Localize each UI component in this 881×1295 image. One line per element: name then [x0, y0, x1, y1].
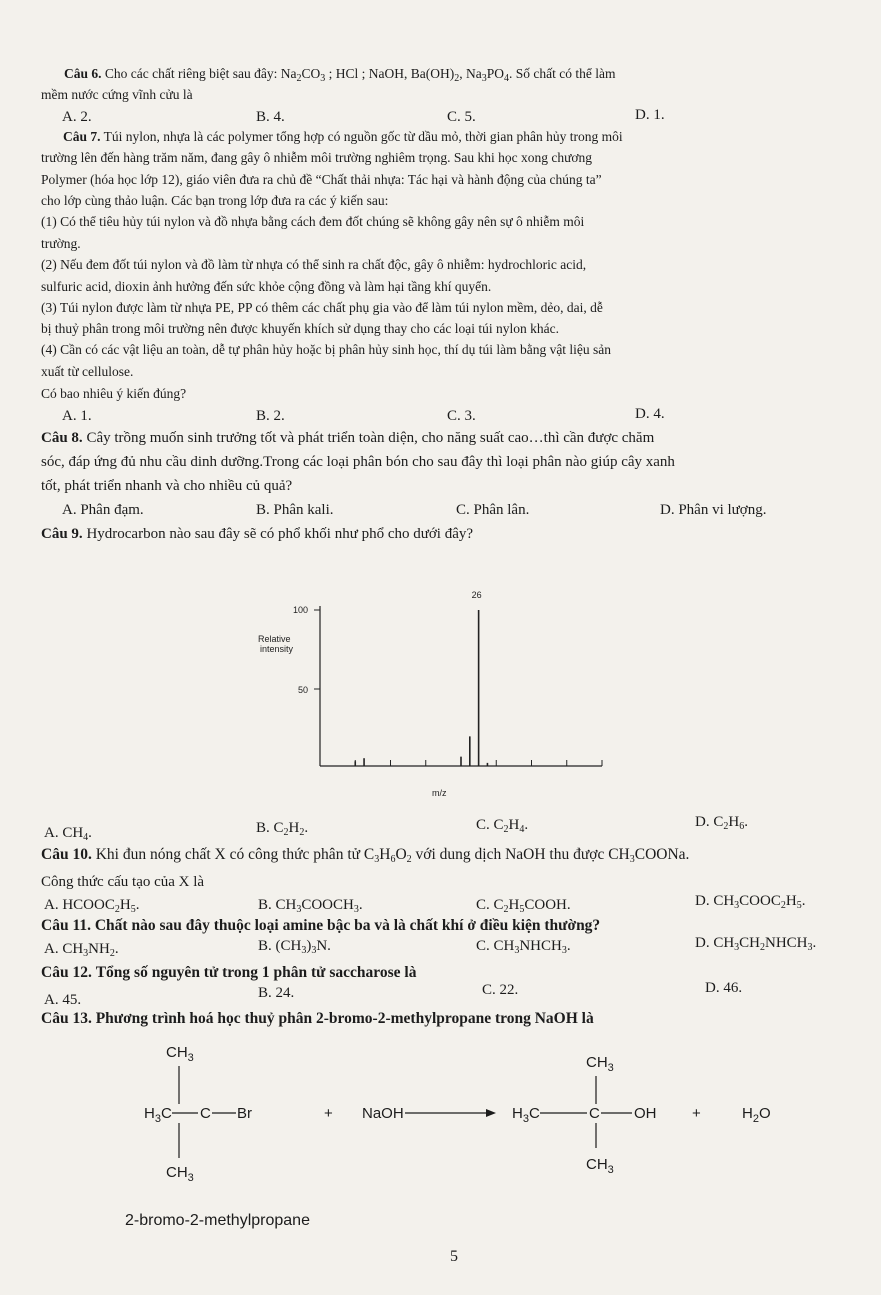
- q12-option-b[interactable]: B. 24.: [258, 985, 295, 1001]
- naoh: NaOH: [362, 1105, 404, 1122]
- q11-option-b[interactable]: [258, 937, 331, 955]
- q10-a-m: H: [119, 897, 131, 913]
- h2o: $H_2O$: [742, 1105, 771, 1125]
- q11-d-p: D. CH: [695, 935, 735, 951]
- q10-t3: O: [395, 846, 407, 863]
- q11-c-r2: .: [566, 938, 571, 954]
- q11-d-r: CH: [739, 935, 761, 951]
- q9-a-text: A. CH: [44, 825, 84, 841]
- q11-d-s2: 2: [760, 942, 766, 953]
- q12-option-c[interactable]: C. 22.: [482, 982, 519, 998]
- q11-c-s2: 3: [561, 945, 567, 956]
- plus-1: +: [324, 1105, 333, 1122]
- q10-s3: 2: [406, 854, 412, 865]
- q10-t1: Khi đun nóng chất X có công thức phân tử C: [95, 846, 375, 863]
- q10-c-s2: 5: [519, 904, 525, 915]
- peaks: [355, 610, 487, 766]
- q9-option-d[interactable]: [695, 813, 748, 831]
- right-ch3-top: $CH_3$: [586, 1054, 614, 1074]
- reaction-diagram: [100, 1036, 800, 1186]
- q6-option-c[interactable]: C. 5.: [447, 109, 476, 125]
- q13-text: Phương trình hoá học thuỷ phân 2-bromo-2-methylpropane trong NaOH là: [95, 1010, 594, 1027]
- q9-line: [41, 525, 473, 543]
- q11-b-s2: 3: [311, 945, 317, 956]
- q7-line-4: cho lớp cùng thảo luận. Các bạn trong lớp đưa ra các ý kiến sau:: [41, 193, 389, 208]
- q9-c-sub1: 2: [503, 824, 509, 835]
- q9-d-sub1: 2: [723, 821, 729, 832]
- q11-a-s: 3: [83, 948, 89, 959]
- q6-text3: ; HCl ; NaOH, Ba(OH): [325, 66, 455, 81]
- q11-label: Câu 11.: [41, 917, 91, 934]
- q8-option-b[interactable]: B. Phân kali.: [256, 502, 334, 518]
- q10-b-t: .: [358, 897, 363, 913]
- q9-option-c[interactable]: [476, 816, 528, 834]
- right-h3c: $H_3C$: [512, 1105, 540, 1125]
- q7-text-0: Túi nylon, nhựa là các polymer tổng hợp có nguồn gốc từ dầu mỏ, thời gian phân hủy trong môi: [103, 129, 623, 144]
- q7-option-a[interactable]: A. 1.: [62, 408, 92, 424]
- q8-label: Câu 8.: [41, 430, 83, 446]
- q12-line: [41, 964, 416, 982]
- q10-c-m: H: [508, 897, 520, 913]
- reaction-arrow-head: [486, 1109, 496, 1117]
- q10-d-s3: 5: [796, 900, 802, 911]
- q11-option-c[interactable]: [476, 937, 571, 955]
- q9-d-text: D. C: [695, 814, 724, 830]
- q9-d-sub2: 6: [739, 821, 745, 832]
- q12-option-d[interactable]: D. 46.: [705, 980, 743, 996]
- q10-s4: 3: [629, 854, 635, 865]
- q10-d-m: COOC: [739, 893, 781, 909]
- q11-d-r2: NHCH: [765, 935, 808, 951]
- q9-b-tail: .: [304, 820, 309, 836]
- left-ch3-bottom: $CH_3$: [166, 1164, 194, 1184]
- q8-option-c[interactable]: C. Phân lân.: [456, 502, 530, 518]
- q11-a-p: A. CH: [44, 941, 84, 957]
- q7-line-6: trường.: [41, 236, 81, 251]
- q6-text2: CO: [301, 66, 321, 81]
- q10-line-1: [41, 846, 689, 864]
- right-ch3-bottom: $CH_3$: [586, 1156, 614, 1176]
- q10-b-m: COOCH: [301, 897, 354, 913]
- q8-line-2: sóc, đáp ứng đủ nhu cầu dinh dưỡng.Trong các loại phân bón cho sau đây thì loại phân nào giúp cây xanh: [41, 454, 675, 470]
- q9-d-mid: H: [728, 814, 740, 830]
- q8-text-1: Cây trồng muốn sinh trưởng tốt và phát triển toàn diện, cho năng suất cao…thì cần được chăm: [86, 430, 655, 446]
- reaction-caption: 2-bromo-2-methylpropane: [125, 1212, 310, 1229]
- q7-option-b[interactable]: B. 2.: [256, 408, 285, 424]
- q6-line-2: mềm nước cứng vĩnh cửu là: [41, 87, 193, 102]
- q6-text5: PO: [486, 66, 504, 81]
- q10-c-t: COOH.: [524, 897, 571, 913]
- q9-label: Câu 9.: [41, 526, 83, 542]
- q10-option-c[interactable]: [476, 896, 571, 914]
- q10-s2: 6: [390, 854, 396, 865]
- q9-c-mid: H: [508, 817, 520, 833]
- q11-c-p: C. CH: [476, 938, 515, 954]
- q10-label: Câu 10.: [41, 846, 92, 863]
- q9-c-text: C. C: [476, 817, 504, 833]
- q8-option-d[interactable]: D. Phân vi lượng.: [660, 502, 767, 518]
- q7-question: Có bao nhiêu ý kiến đúng?: [41, 386, 187, 401]
- q9-a-tail: .: [88, 825, 92, 841]
- q13-label: Câu 13.: [41, 1010, 92, 1027]
- q6-text6: . Số chất có thể làm: [508, 66, 616, 81]
- q11-b-r2: N.: [316, 938, 331, 954]
- q10-a-s1: 2: [114, 904, 120, 915]
- q11-d-t: .: [812, 935, 817, 951]
- q12-option-a[interactable]: A. 45.: [44, 992, 82, 1008]
- left-center-c: C: [200, 1105, 211, 1122]
- q7-line-8: sulfuric acid, dioxin ảnh hưởng đến sức khỏe cộng đồng và làm hại tầng khí quyển.: [41, 279, 492, 294]
- q9-b-sub2: 2: [299, 827, 305, 838]
- q13-line: [41, 1010, 594, 1028]
- q10-d-m2: H: [785, 893, 797, 909]
- q11-option-a[interactable]: [44, 940, 119, 958]
- q10-d-text: D. CH: [695, 893, 735, 909]
- q11-b-s: 3: [301, 945, 307, 956]
- right-oh: OH: [634, 1105, 657, 1122]
- q9-a-sub: 4: [83, 832, 89, 843]
- q9-text: Hydrocarbon nào sau đây sẽ có phổ khối như phổ cho dưới đây?: [86, 526, 474, 542]
- q11-d-s3: 3: [807, 942, 813, 953]
- q7-line-5: (1) Có thể tiêu hủy túi nylon và đồ nhựa bằng cách đem đốt chúng sẽ không gây nên sự ô nhiễm môi: [41, 214, 585, 229]
- y-axis-label-1: Relative: [258, 634, 291, 644]
- q9-d-tail: .: [744, 814, 748, 830]
- q6-option-d[interactable]: D. 1.: [635, 107, 665, 123]
- q11-line: [41, 917, 600, 935]
- q10-option-d[interactable]: [695, 892, 805, 910]
- q9-b-sub1: 2: [283, 827, 289, 838]
- q11-b-p: B. (CH: [258, 938, 302, 954]
- q7-line-2: trường lên đến hàng trăm năm, đang gây ô nhiễm môi trường nghiêm trọng. Sau khi học xong chương: [41, 150, 593, 165]
- q12-label: Câu 12.: [41, 964, 92, 981]
- q10-b-s2: 3: [353, 904, 359, 915]
- y-axis-label-2: intensity: [260, 644, 294, 654]
- plus-2: +: [692, 1105, 701, 1122]
- q10-c-text: C. C: [476, 897, 504, 913]
- q7-line-1: [63, 128, 623, 146]
- q10-b-s1: 3: [296, 904, 302, 915]
- q11-text: Chất nào sau đây thuộc loại amine bậc ba và là chất khí ở điều kiện thường?: [94, 917, 601, 934]
- left-ch3-top: $CH_3$: [166, 1044, 194, 1064]
- q6-line-1: Câu 6. Cho các chất riêng biệt sau đây: $Na_2CO_3$ ; HCl ; NaOH, $Ba(OH)_2$, $Na_3PO_4$. Số chất có thể làm: [64, 66, 616, 84]
- q10-s1: 3: [374, 854, 380, 865]
- peak-label-26: 26: [471, 590, 482, 600]
- q9-c-sub2: 4: [519, 824, 525, 835]
- q10-a-t: .: [135, 897, 140, 913]
- q6-text4: , Na: [459, 66, 482, 81]
- q10-option-b[interactable]: [258, 896, 363, 914]
- q11-a-s2: 2: [109, 948, 115, 959]
- mass-spectrum-chart: [240, 578, 620, 808]
- q10-d-s1: 3: [734, 900, 740, 911]
- q10-d-s2: 2: [780, 900, 786, 911]
- q9-option-b[interactable]: [256, 819, 308, 837]
- q8-option-a[interactable]: A. Phân đạm.: [62, 502, 144, 518]
- q11-b-r: ): [306, 938, 312, 954]
- q10-a-s2: 5: [130, 904, 136, 915]
- q7-label: Câu 7.: [63, 129, 101, 144]
- q10-b-text: B. CH: [258, 897, 297, 913]
- q9-b-mid: H: [288, 820, 300, 836]
- q11-c-r: NHCH: [519, 938, 562, 954]
- q10-t4: với dung dịch NaOH thu được CH: [411, 846, 630, 863]
- q10-d-t: .: [801, 893, 806, 909]
- right-center-c: C: [589, 1105, 600, 1122]
- q10-a-text: A. HCOOC: [44, 897, 115, 913]
- q7-line-3: Polymer (hóa học lớp 12), giáo viên đưa ra chủ đề “Chất thải nhựa: Tác hại và hành động của chúng ta”: [41, 172, 602, 187]
- q10-line-2: Công thức cấu tạo của X là: [41, 874, 205, 890]
- q7-line-10: bị thuỷ phân trong môi trường nên được khuyến khích sử dụng thay cho các loại túi nylon khác.: [41, 321, 560, 336]
- q10-t2: H: [379, 846, 391, 863]
- y-tick-100: 100: [293, 605, 309, 615]
- q6-option-b[interactable]: B. 4.: [256, 109, 285, 125]
- q7-line-12: xuất từ cellulose.: [41, 364, 134, 379]
- q8-line-1: [41, 429, 654, 447]
- q11-d-s: 3: [734, 942, 740, 953]
- x-axis-label: m/z: [432, 788, 447, 798]
- q6-option-a[interactable]: A. 2.: [62, 109, 92, 125]
- q7-line-11: (4) Cần có các vật liệu an toàn, dễ tự phân hủy hoặc bị phân hủy sinh học, thí dụ túi làm bằng vật liệu sản: [41, 342, 612, 357]
- q9-option-a[interactable]: [44, 824, 92, 842]
- q6-text1: Cho các chất riêng biệt sau đây: Na: [104, 66, 297, 81]
- left-h3c: $H_3C$: [144, 1105, 172, 1125]
- q6-label: Câu 6.: [64, 66, 102, 81]
- q11-c-s: 3: [514, 945, 520, 956]
- q9-b-text: B. C: [256, 820, 284, 836]
- q10-c-s1: 2: [503, 904, 509, 915]
- q11-a-r2: .: [114, 941, 119, 957]
- q9-c-tail: .: [524, 817, 529, 833]
- q8-line-3: tốt, phát triển nhanh và cho nhiều củ quả?: [41, 478, 293, 494]
- left-br: Br: [237, 1105, 252, 1122]
- q7-line-7: (2) Nếu đem đốt túi nylon và đồ làm từ nhựa có thể sinh ra chất độc, gây ô nhiễm: hydrochloric acid,: [41, 257, 587, 272]
- q11-option-d[interactable]: [695, 934, 816, 952]
- q12-text: Tổng số nguyên tử trong 1 phân tử saccharose là: [95, 964, 417, 981]
- q7-option-d[interactable]: D. 4.: [635, 406, 665, 422]
- y-tick-50: 50: [298, 685, 309, 695]
- q10-option-a[interactable]: [44, 896, 139, 914]
- q7-option-c[interactable]: C. 3.: [447, 408, 476, 424]
- q7-line-9: (3) Túi nylon được làm từ nhựa PE, PP có thêm các chất phụ gia vào để làm túi nylon mềm, dẻo, dai, dễ: [41, 300, 603, 315]
- q10-t5: COONa.: [634, 846, 690, 863]
- page-number: 5: [450, 1248, 458, 1265]
- q11-a-r: NH: [88, 941, 110, 957]
